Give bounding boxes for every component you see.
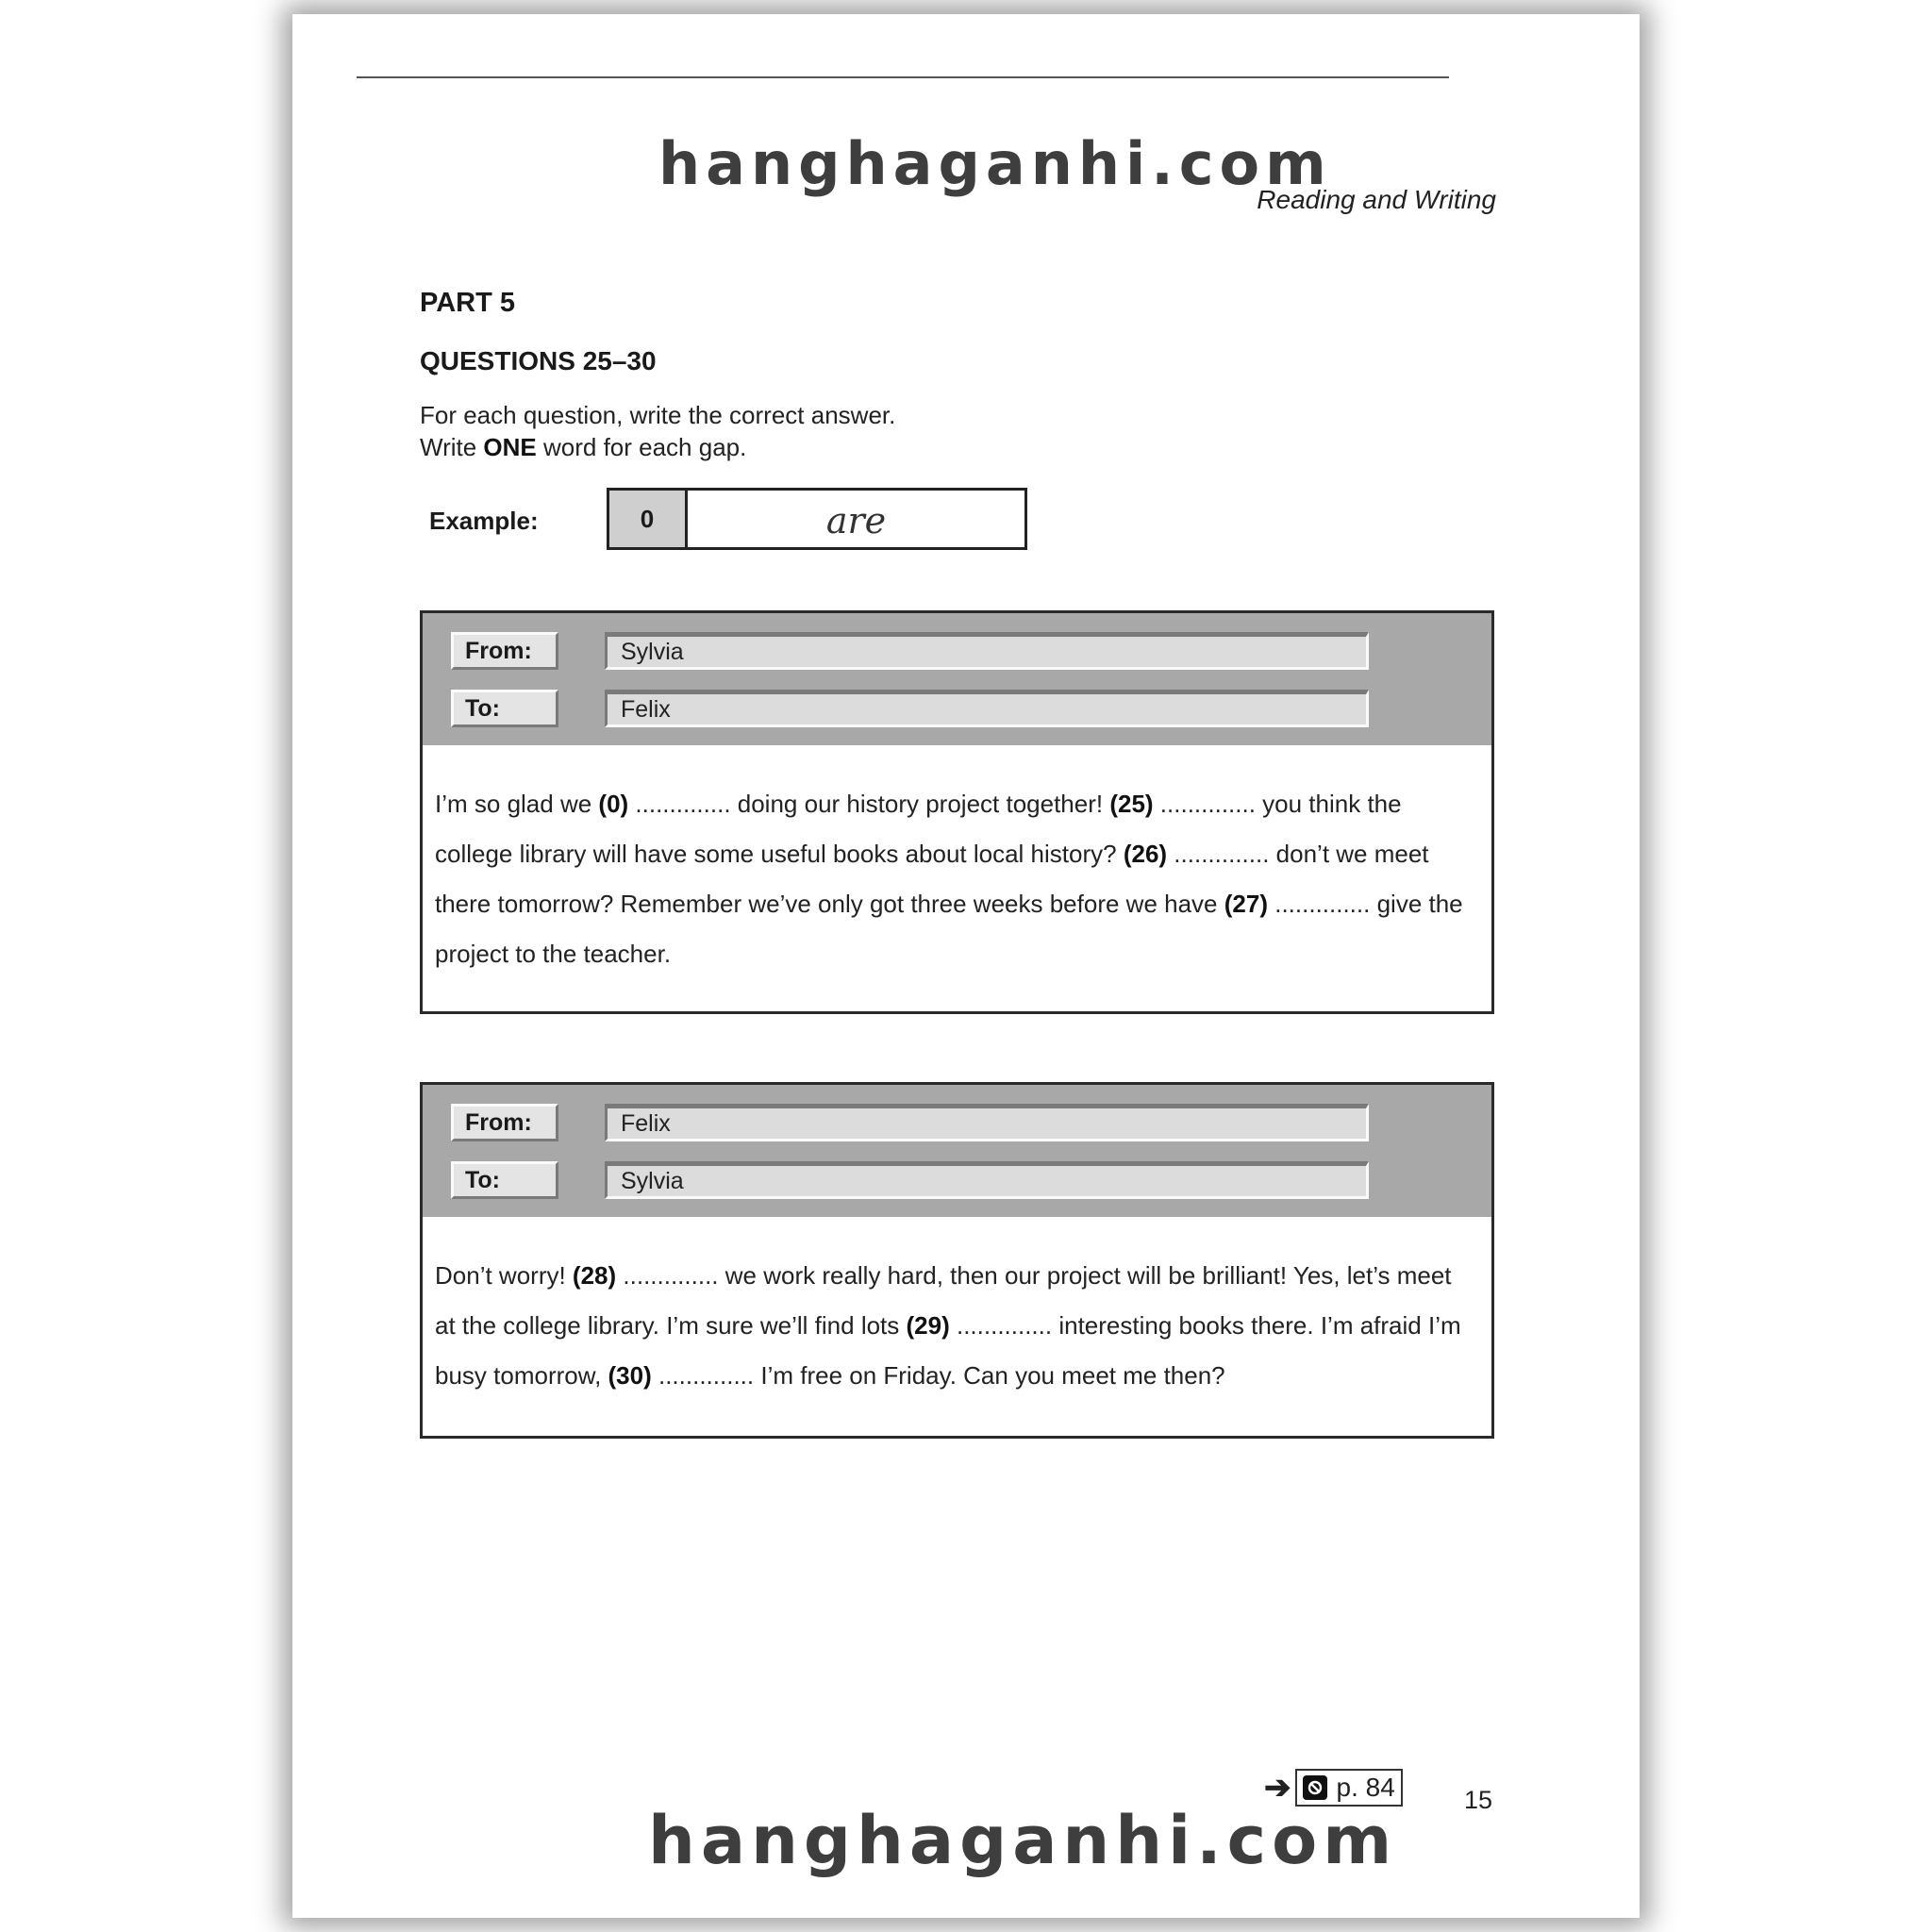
email-header <box>423 1085 1491 1217</box>
to-value: Sylvia <box>605 1161 1369 1199</box>
section-title: Reading and Writing <box>1257 185 1496 214</box>
email-felix-to-sylvia <box>420 1082 1494 1439</box>
answer-key-icon <box>1303 1775 1327 1800</box>
gap-26: (26) <box>1123 840 1168 868</box>
document-page <box>292 14 1640 1918</box>
arrow-right-icon: ➔ <box>1264 1770 1291 1806</box>
instruction-line-2: Write ONE word for each gap. <box>420 433 747 461</box>
email-body: Don’t worry! (28) .............. we work really hard, then our project will be brilliant! Yes, let’s meet at the college library. I’m sure we’ll find lots (29) .............. interesting books there. I’m afraid I’m busy tomorrow, (30) .............. I’m free on Friday. Can you meet me then? <box>435 1261 1461 1390</box>
to-label: To: <box>451 1161 558 1199</box>
gap-27: (27) <box>1224 890 1268 918</box>
instructions <box>420 399 895 463</box>
from-label: From: <box>451 632 558 670</box>
to-label: To: <box>451 690 558 727</box>
from-value: Felix <box>605 1104 1369 1141</box>
answer-key-reference <box>1264 1769 1403 1807</box>
gap-25: (25) <box>1109 790 1154 818</box>
instruction-line-1: For each question, write the correct answer. <box>420 401 896 429</box>
email-header <box>423 613 1491 745</box>
watermark-bottom: hanghaganhi.com <box>648 1802 1398 1879</box>
top-rule <box>357 76 1449 78</box>
from-label: From: <box>451 1104 558 1141</box>
gap-28: (28) <box>572 1261 617 1290</box>
page-number: 15 <box>1464 1786 1493 1814</box>
gap-30: (30) <box>608 1361 652 1390</box>
gap-29: (29) <box>906 1311 950 1340</box>
example-number: 0 <box>609 491 688 547</box>
reference-box <box>1295 1769 1403 1807</box>
watermark-top: hanghaganhi.com <box>658 129 1332 198</box>
gap-0: (0) <box>598 790 629 818</box>
example-box <box>607 488 1027 550</box>
part-title: PART 5 <box>420 288 515 318</box>
email-body: I’m so glad we (0) .............. doing our history project together! (25) .............. you think the college library will have some useful books about local history? (26) .............. don’t we meet there tomorrow? Remember we’ve only got three weeks before we have (27) .............. give the project to the teacher. <box>435 790 1463 968</box>
to-value: Felix <box>605 690 1369 727</box>
example-answer: are <box>825 500 887 541</box>
example-label: Example: <box>429 507 539 535</box>
from-value: Sylvia <box>605 632 1369 670</box>
reference-page: p. 84 <box>1336 1773 1395 1802</box>
questions-title: QUESTIONS 25–30 <box>420 346 657 375</box>
email-sylvia-to-felix <box>420 610 1494 1014</box>
